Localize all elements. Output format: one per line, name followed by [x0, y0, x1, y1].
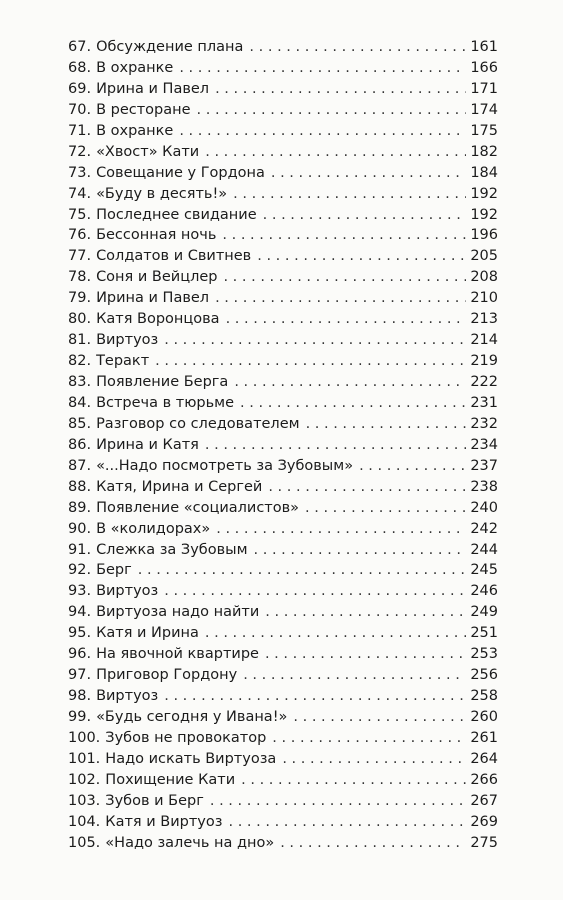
chapter-title: Появление «социалистов»	[96, 499, 300, 516]
chapter-number: 68.	[68, 59, 92, 76]
dot-leader	[233, 184, 466, 205]
chapter-title: «Надо залечь на дно»	[105, 834, 275, 851]
dot-leader	[243, 665, 466, 686]
chapter-title: Виртуоз	[96, 688, 159, 705]
chapter-title: Последнее свидание	[96, 206, 257, 223]
dot-leader	[271, 163, 466, 184]
chapter-number: 105.	[68, 834, 101, 851]
chapter-title: «Хвост» Кати	[96, 143, 200, 160]
toc-entry	[68, 393, 498, 414]
dot-leader	[179, 121, 466, 142]
page-number: 171	[470, 80, 498, 97]
toc-entry	[68, 225, 498, 246]
table-of-contents	[68, 37, 498, 854]
chapter-title: На явочной квартире	[96, 646, 259, 663]
toc-entry	[68, 560, 498, 581]
chapter-title: Надо искать Виртуоза	[105, 750, 277, 767]
chapter-number: 99.	[68, 709, 92, 725]
chapter-title: Ирина и Катя	[96, 436, 199, 453]
page-number: 261	[470, 729, 498, 746]
dot-leader	[359, 456, 466, 477]
dot-leader	[222, 225, 466, 246]
chapter-number: 83.	[68, 374, 92, 390]
chapter-number: 104.	[68, 813, 101, 830]
page-number: 192	[470, 185, 498, 202]
chapter-title: Совещание у Гордона	[96, 164, 265, 181]
chapter-number: 82.	[68, 353, 92, 370]
chapter-title: В «колидорах»	[96, 520, 211, 537]
page-number: 184	[470, 164, 498, 181]
page-number: 174	[470, 101, 498, 118]
page-number: 266	[470, 771, 498, 788]
toc-entry	[68, 728, 498, 749]
dot-leader	[282, 749, 466, 770]
chapter-title: Ирина и Павел	[96, 290, 210, 307]
dot-leader	[265, 602, 466, 623]
chapter-number: 70.	[68, 101, 92, 118]
dot-leader	[226, 309, 467, 330]
dot-leader	[205, 435, 466, 456]
toc-entry	[68, 79, 498, 100]
toc-entry	[68, 205, 498, 226]
toc-entry	[68, 791, 498, 812]
chapter-number: 71.	[68, 122, 92, 139]
chapter-title: Разговор со следователем	[96, 415, 300, 432]
dot-leader	[305, 498, 466, 519]
chapter-number: 77.	[68, 248, 92, 265]
chapter-number: 87.	[68, 457, 92, 474]
page-number: 245	[470, 562, 498, 579]
chapter-title: Виртуоз	[96, 583, 159, 600]
toc-entry	[68, 309, 498, 330]
toc-entry	[68, 121, 498, 142]
dot-leader	[280, 833, 466, 854]
page-number: 242	[470, 520, 498, 537]
chapter-title: Похищение Кати	[105, 771, 236, 788]
toc-entry	[68, 770, 498, 791]
chapter-title: Ирина и Павел	[96, 80, 210, 97]
chapter-number: 80.	[68, 311, 92, 328]
toc-entry	[68, 351, 498, 372]
chapter-number: 90.	[68, 520, 92, 537]
page-number: 196	[470, 227, 498, 244]
page-number: 232	[470, 415, 498, 432]
chapter-number: 94.	[68, 604, 92, 621]
toc-entry	[68, 540, 498, 561]
toc-entry	[68, 686, 498, 707]
page-number: 256	[470, 667, 498, 684]
chapter-number: 97.	[68, 667, 92, 684]
chapter-number: 84.	[68, 394, 92, 411]
page-number: 208	[470, 269, 498, 286]
chapter-number: 78.	[68, 269, 92, 286]
dot-leader	[293, 707, 466, 728]
chapter-title: Катя и Виртуоз	[105, 813, 223, 830]
toc-entry	[68, 246, 498, 267]
toc-entry	[68, 707, 498, 728]
chapter-number: 76.	[68, 227, 92, 244]
chapter-number: 92.	[68, 562, 92, 579]
chapter-number: 98.	[68, 688, 92, 705]
toc-entry	[68, 812, 498, 833]
dot-leader	[164, 686, 466, 707]
chapter-title: Бессонная ночь	[96, 227, 217, 244]
dot-leader	[164, 581, 466, 602]
chapter-title: Приговор Гордону	[96, 667, 238, 684]
page-number: 231	[470, 394, 498, 411]
chapter-title: Катя, Ирина и Сергей	[96, 478, 263, 495]
toc-entry	[68, 749, 498, 770]
toc-entry	[68, 623, 498, 644]
dot-leader	[265, 644, 466, 665]
chapter-title: В охранке	[96, 59, 174, 76]
dot-leader	[241, 770, 466, 791]
toc-entry	[68, 372, 498, 393]
dot-leader	[249, 37, 466, 58]
toc-entry	[68, 37, 498, 58]
chapter-number: 95.	[68, 625, 92, 642]
page-number: 249	[470, 604, 498, 621]
chapter-number: 67.	[68, 39, 92, 55]
page-number: 267	[470, 792, 498, 809]
page-number: 210	[470, 290, 498, 307]
page-number: 234	[470, 436, 498, 453]
dot-leader	[215, 79, 466, 100]
toc-entry	[68, 602, 498, 623]
toc-entry	[68, 644, 498, 665]
toc-entry	[68, 100, 498, 121]
dot-leader	[240, 393, 466, 414]
chapter-title: Виртуоз	[96, 332, 159, 349]
page-number: 175	[470, 122, 498, 139]
page-number: 213	[470, 311, 498, 328]
page-number: 253	[470, 646, 498, 663]
chapter-title: Зубов и Берг	[105, 792, 204, 809]
page-number: 205	[470, 248, 498, 265]
chapter-title: Катя и Ирина	[96, 625, 199, 642]
chapter-title: «...Надо посмотреть за Зубовым»	[96, 457, 354, 474]
chapter-title: Берг	[96, 562, 132, 579]
toc-entry	[68, 142, 498, 163]
page-number: 258	[470, 688, 498, 705]
toc-entry	[68, 184, 498, 205]
page-number: 222	[470, 374, 498, 390]
chapter-number: 79.	[68, 290, 92, 307]
dot-leader	[223, 267, 466, 288]
dot-leader	[179, 58, 466, 79]
page-number: 244	[470, 541, 498, 558]
chapter-number: 91.	[68, 541, 92, 558]
dot-leader	[205, 142, 466, 163]
page-number: 182	[470, 143, 498, 160]
dot-leader	[257, 246, 466, 267]
chapter-number: 89.	[68, 499, 92, 516]
chapter-title: Соня и Вейцлер	[96, 269, 218, 286]
chapter-number: 73.	[68, 164, 92, 181]
dot-leader	[254, 540, 467, 561]
page-number: 214	[470, 332, 498, 349]
toc-entry	[68, 581, 498, 602]
dot-leader	[215, 288, 466, 309]
dot-leader	[197, 100, 467, 121]
chapter-title: «Буду в десять!»	[96, 185, 228, 202]
chapter-title: Катя Воронцова	[96, 311, 220, 328]
page-number: 192	[470, 206, 498, 223]
page-number: 264	[470, 750, 498, 767]
chapter-number: 88.	[68, 478, 92, 495]
page-number: 251	[470, 625, 498, 642]
dot-leader	[272, 728, 466, 749]
chapter-number: 102.	[68, 771, 101, 788]
page-number: 161	[470, 39, 498, 55]
toc-entry	[68, 833, 498, 854]
chapter-title: В охранке	[96, 122, 174, 139]
toc-entry	[68, 435, 498, 456]
dot-leader	[155, 351, 466, 372]
chapter-number: 85.	[68, 415, 92, 432]
page-number: 166	[470, 59, 498, 76]
chapter-number: 93.	[68, 583, 92, 600]
chapter-title: Виртуоза надо найти	[96, 604, 260, 621]
chapter-title: Зубов не провокатор	[105, 729, 267, 746]
chapter-title: Солдатов и Свитнев	[96, 248, 252, 265]
page-number: 246	[470, 583, 498, 600]
chapter-title: Появление Берга	[96, 374, 229, 390]
chapter-number: 81.	[68, 332, 92, 349]
dot-leader	[164, 330, 466, 351]
chapter-title: В ресторане	[96, 101, 191, 118]
chapter-title: «Будь сегодня у Ивана!»	[96, 709, 288, 725]
dot-leader	[205, 623, 466, 644]
toc-entry	[68, 58, 498, 79]
toc-entry	[68, 288, 498, 309]
chapter-title: Слежка за Зубовым	[96, 541, 248, 558]
page-number: 260	[470, 709, 498, 725]
toc-entry	[68, 330, 498, 351]
chapter-title: Встреча в тюрьме	[96, 394, 235, 411]
chapter-number: 103.	[68, 792, 101, 809]
chapter-number: 74.	[68, 185, 92, 202]
dot-leader	[306, 414, 467, 435]
page-number: 240	[470, 499, 498, 516]
toc-entry	[68, 519, 498, 540]
toc-entry	[68, 267, 498, 288]
page-number: 219	[470, 353, 498, 370]
chapter-title: Обсуждение плана	[96, 39, 244, 55]
toc-entry	[68, 456, 498, 477]
toc-entry	[68, 498, 498, 519]
toc-entry	[68, 414, 498, 435]
page-number: 237	[470, 457, 498, 474]
toc-entry	[68, 163, 498, 184]
page-number: 275	[470, 834, 498, 851]
dot-leader	[210, 791, 466, 812]
chapter-number: 72.	[68, 143, 92, 160]
dot-leader	[268, 477, 466, 498]
chapter-number: 101.	[68, 750, 101, 767]
page-number: 269	[470, 813, 498, 830]
chapter-number: 86.	[68, 436, 92, 453]
chapter-number: 69.	[68, 80, 92, 97]
page-number: 238	[470, 478, 498, 495]
chapter-number: 75.	[68, 206, 92, 223]
dot-leader	[234, 372, 466, 393]
chapter-number: 96.	[68, 646, 92, 663]
chapter-title: Теракт	[96, 353, 150, 370]
chapter-number: 100.	[68, 729, 101, 746]
toc-entry	[68, 477, 498, 498]
dot-leader	[263, 205, 467, 226]
dot-leader	[216, 519, 466, 540]
toc-entry	[68, 665, 498, 686]
dot-leader	[138, 560, 467, 581]
dot-leader	[228, 812, 466, 833]
